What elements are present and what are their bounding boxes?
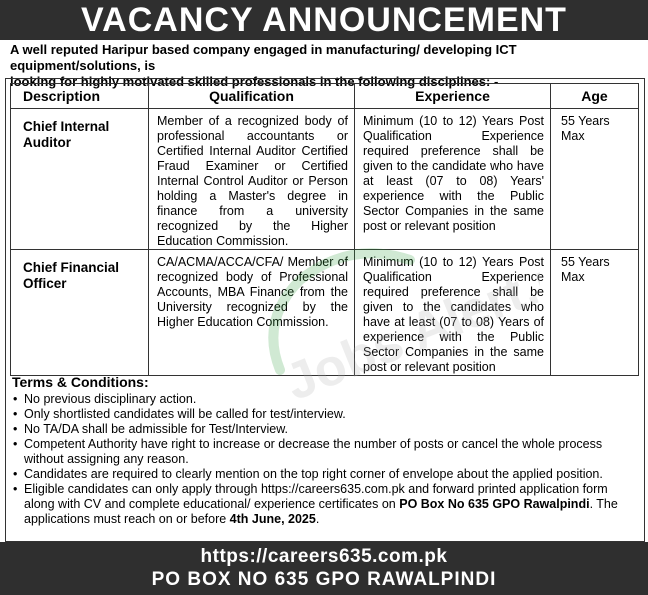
bullet-icon: • (13, 407, 18, 421)
vacancy-table (10, 83, 639, 376)
careers-url: https://careers635.com.pk (200, 546, 448, 567)
table-row (11, 109, 639, 250)
experience-cell: Minimum (10 to 12) Years Post Qualification Experience required preference shall be given to the candidates who have at least (07 to 08) Years of experience with the Public Sector Companies in the same post or relevant position (355, 250, 551, 376)
intro-line-1: A well reputed Haripur based company engaged in manufacturing/ developing ICT equipment/solutions, is (10, 42, 517, 73)
term-text: . (315, 512, 320, 526)
po-box-highlight: PO Box No 635 GPO Rawalpindi (399, 497, 590, 511)
column-header-experience: Experience (355, 84, 551, 109)
term-text: No previous disciplinary action. (24, 392, 197, 406)
list-item (12, 392, 640, 407)
page-title: VACANCY ANNOUNCEMENT (81, 1, 567, 39)
intro-line-2: looking for highly motivated skilled professionals in the following disciplines: - (10, 74, 499, 89)
deadline-date: 4th June, 2025 (229, 512, 316, 526)
qualification-cell: Member of a recognized body of professional accountants or Certified Internal Auditor Certified Fraud Examiner or Certified Internal Control Auditor or Person holding a Master's degree in finance from a university recognized by the Higher Education Commission. (149, 109, 355, 250)
bullet-icon: • (13, 482, 18, 496)
table-row (11, 250, 639, 376)
experience-cell: Minimum (10 to 12) Years Post Qualification Experience required preference shall be given to the candidate who have at least (07 to 08) Years' experience with the Public Sector Companies in the same post or relevant position (355, 109, 551, 250)
bullet-icon: • (13, 422, 18, 436)
position-title: Chief Internal Auditor (11, 109, 149, 250)
age-cell: 55 Years Max (551, 109, 639, 250)
term-text: No TA/DA shall be admissible for Test/Interview. (24, 422, 289, 436)
position-title: Chief Financial Officer (11, 250, 149, 376)
column-header-qualification: Qualification (149, 84, 355, 109)
watermark-text: Jobs Alert.pk (277, 235, 540, 410)
table-header-row (11, 84, 639, 109)
bullet-icon: • (13, 437, 18, 451)
po-box-address: PO BOX NO 635 GPO RAWALPINDI (151, 569, 497, 590)
term-text: . The applications must reach on or before (24, 497, 618, 526)
column-header-age: Age (551, 84, 639, 109)
terms-heading: Terms & Conditions: (12, 374, 149, 390)
term-text: Competent Authority have right to increase or decrease the number of posts or cancel the whole process without assigning any reason. (24, 437, 603, 466)
page-title-banner (0, 0, 648, 40)
footer-banner (0, 542, 648, 595)
column-header-description: Description (11, 84, 149, 109)
list-item (12, 437, 640, 467)
list-item (12, 467, 640, 482)
list-item (12, 482, 640, 527)
term-text: Only shortlisted candidates will be called for test/interview. (24, 407, 346, 421)
term-text: Eligible candidates can only apply through https://careers635.com.pk and forward printed application form along with CV and complete educational/ experience certificates on (24, 482, 608, 511)
terms-list (12, 392, 640, 527)
bullet-icon: • (13, 467, 18, 481)
terms-section (12, 374, 640, 527)
term-text: Candidates are required to clearly mention on the top right corner of envelope about the applied position. (24, 467, 603, 481)
list-item (12, 407, 640, 422)
qualification-cell: CA/ACMA/ACCA/CFA/ Member of recognized body of Professional Accounts, MBA Finance from the University recognized by the Higher Education Commission. (149, 250, 355, 376)
bullet-icon: • (13, 392, 18, 406)
list-item (12, 422, 640, 437)
age-cell: 55 Years Max (551, 250, 639, 376)
